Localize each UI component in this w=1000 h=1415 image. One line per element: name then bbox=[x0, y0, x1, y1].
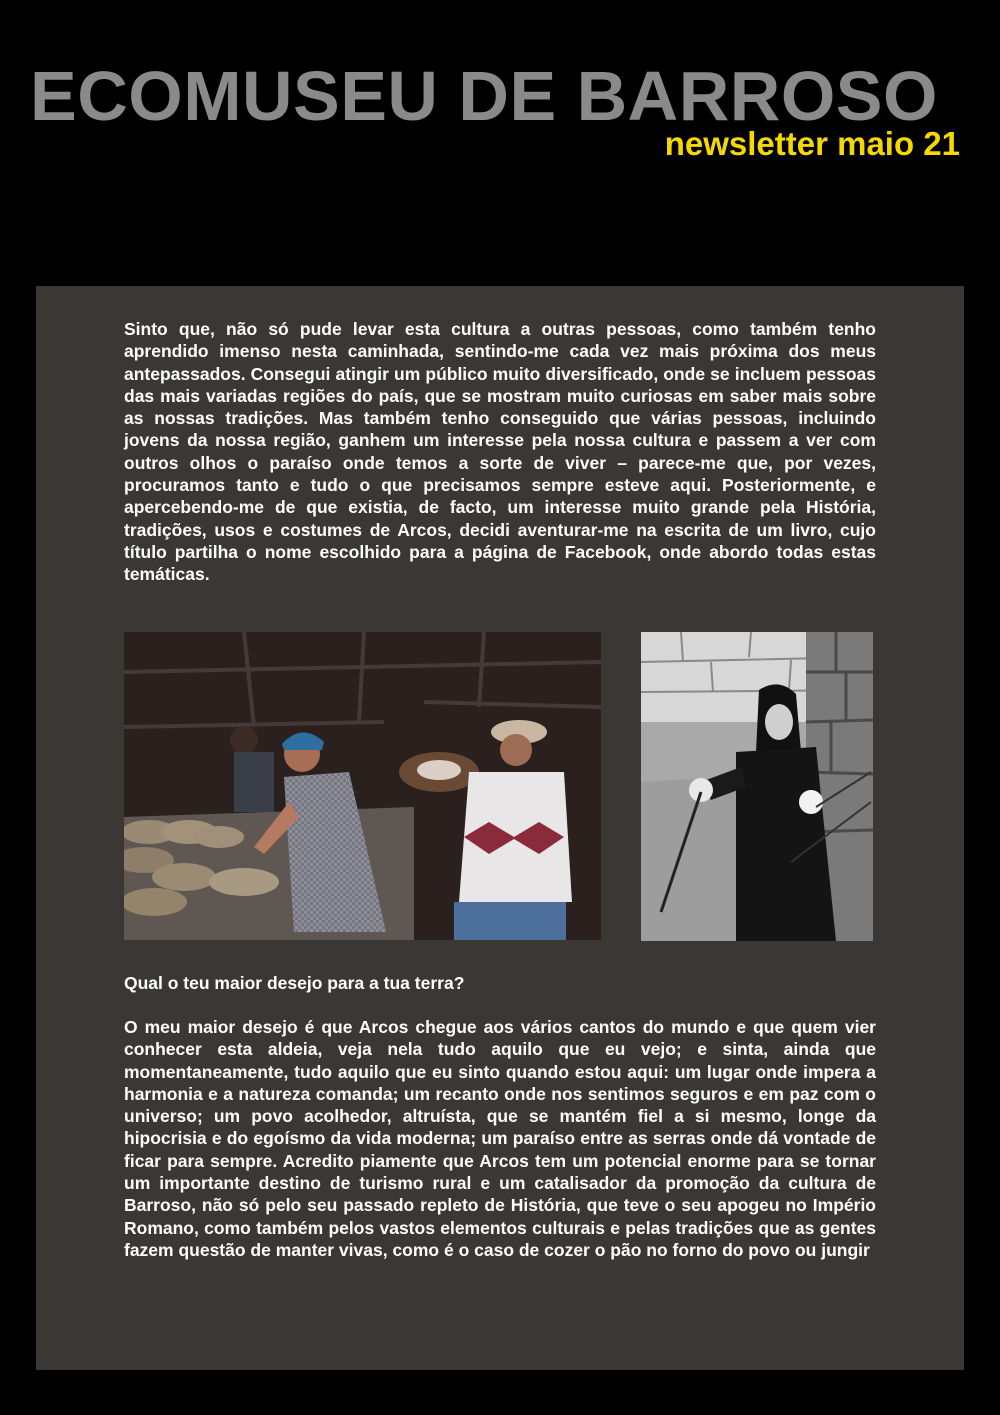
masthead-subtitle: newsletter maio 21 bbox=[664, 125, 960, 162]
bread-baking-photo bbox=[124, 632, 601, 940]
elderly-woman-photo bbox=[641, 632, 873, 941]
elderly-woman-illustration bbox=[641, 632, 873, 941]
masthead-title: ECOMUSEU DE BARROSO bbox=[30, 57, 938, 135]
article-paragraph-1: Sinto que, não só pude levar esta cultura a outras pessoas, como também tenho aprendido imenso nesta caminhada, sentindo-me cada vez mais próxima dos meus antepassados. Consegui atingir um público muito diversificado, onde se incluem pessoas das mais variadas regiões do país, que se mostram muito curiosas em saber mais sobre as nossas tradições. Mas também tenho conseguido que várias pessoas, incluindo jovens da nossa região, ganhem um interesse pela nossa cultura e passem a ver com outros olhos o paraíso onde temos a sorte de viver – parece-me que, por vezes, procuramos tanto e tudo o que precisamos sempre esteve aqui. Posteriormente, e apercebendo-me de que existia, de facto, um interesse muito grande pela História, tradições, usos e costumes de Arcos, decidi aventurar-me na escrita de um livro, cujo título partilha o nome escolhido para a página de Facebook, onde abordo todas estas temáticas. bbox=[124, 319, 876, 585]
article-panel bbox=[36, 286, 964, 1370]
interview-question: Qual o teu maior desejo para a tua terra? bbox=[124, 973, 465, 993]
article-paragraph-2: O meu maior desejo é que Arcos chegue aos vários cantos do mundo e que quem vier conhecer esta aldeia, veja nela tudo aquilo que eu vejo; e sinta, ainda que momentaneamente, tudo aquilo que eu sinto quando estou aqui: um lugar onde impera a harmonia e a natureza comanda; um recanto onde nos sentimos seguros e em paz com o universo; um povo acolhedor, altruísta, que se mantém fiel a si mesmo, longe da hipocrisia e do egoísmo da vida moderna; um paraíso entre as serras onde dá vontade de ficar para sempre. Acredito piamente que Arcos tem um potencial enorme para se tornar um importante destino de turismo rural e um catalisador da promoção da cultura de Barroso, não só pelo seu passado repleto de História, que teve o seu apogeu no Império Romano, como também pelos vastos elementos culturais e pelas tradições que as gentes fazem questão de manter vivas, como é o caso de cozer o pão no forno do povo ou jungir bbox=[124, 1017, 876, 1260]
bread-baking-illustration bbox=[124, 632, 601, 940]
